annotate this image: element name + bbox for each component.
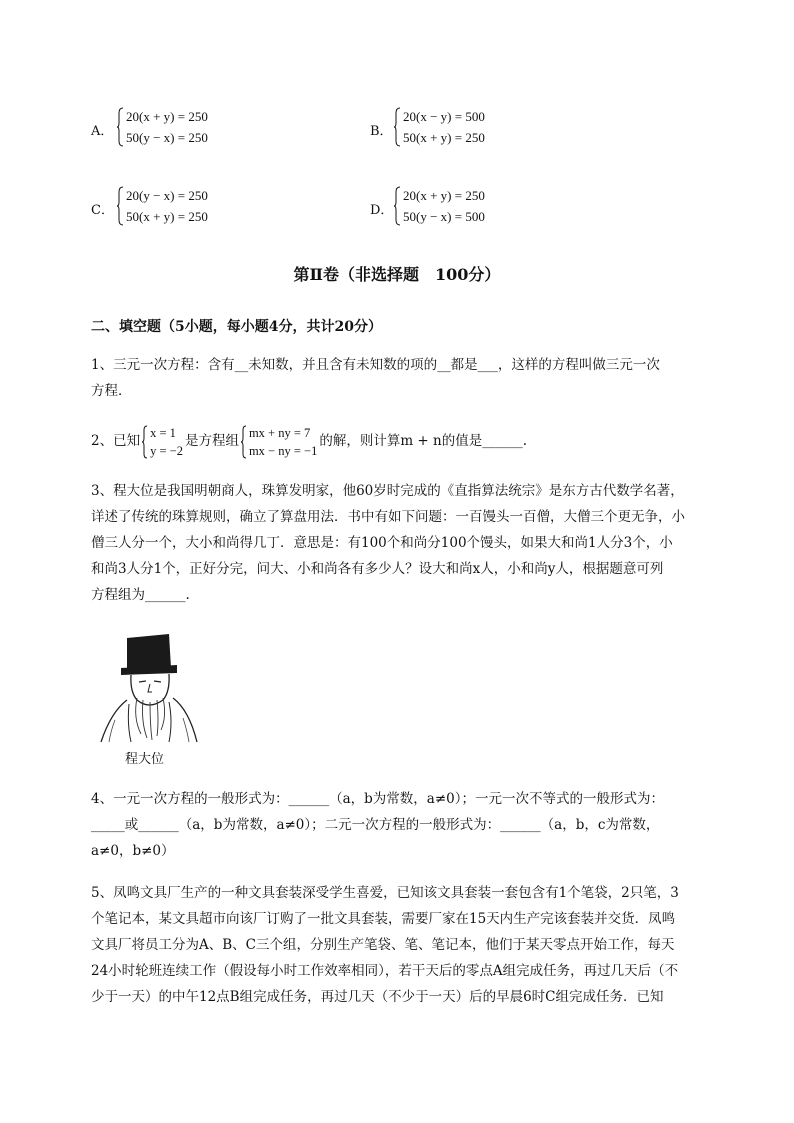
question-3-line3: 僧三人分一个，大小和尚得几丁．意思是：有100个和尚分100个馒头，如果大和尚1人分3个，小 <box>91 535 673 551</box>
cheng-dawei-portrait <box>97 630 199 745</box>
brace-icon <box>241 425 247 459</box>
option-a-eq1: 20(x + y) = 250 <box>126 109 208 124</box>
brace-icon <box>117 107 124 147</box>
question-3-line1: 3、程大位是我国明朝商人，珠算发明家，他60岁时完成的《直指算法统宗》是东方古代数学名著， <box>91 483 684 499</box>
question-1 <box>91 352 741 404</box>
section-heading: 二、填空题（5小题，每小题4分，共计20分） <box>91 319 382 335</box>
question-5-line5: 少于一天）的中午12点B组完成任务，再过几天（不少于一天）后的早晨6时C组完成任务．已知 <box>91 989 664 1005</box>
option-b-label: B． <box>370 124 393 139</box>
question-2-middle: 是方程组 <box>184 433 239 449</box>
portrait-caption: 程大位 <box>125 752 165 767</box>
question-2-sys1-eq1: x = 1 <box>150 425 176 440</box>
option-d-label: D． <box>370 203 394 218</box>
option-d-system <box>394 185 485 227</box>
option-a-label: A． <box>91 124 114 139</box>
question-3-line2: 详述了传统的珠算规则，确立了算盘用法．书中有如下问题：一百馒头一百僧，大僧三个更无争，小 <box>91 509 685 525</box>
question-5-line1: 5、凤鸣文具厂生产的一种文具套装深受学生喜爱，已知该文具套装一套包含有1个笔袋，2只笔，3 <box>91 885 679 901</box>
option-b-eq1: 20(x − y) = 500 <box>403 109 485 124</box>
question-4-line1: 4、一元一次方程的一般形式为：______（a，b为常数，a≠0）；一元一次不等式的一般形式为： <box>91 791 664 807</box>
question-4 <box>91 786 741 864</box>
option-a-system <box>117 106 208 148</box>
question-3-line5: 方程组为______. <box>91 587 190 603</box>
option-c-eq1: 20(y − x) = 250 <box>126 188 208 203</box>
option-c-system <box>117 185 208 227</box>
question-2-equation-system <box>241 424 317 460</box>
question-2-sys2-eq1: mx + ny = 7 <box>248 425 311 440</box>
brace-icon <box>117 186 124 226</box>
question-2-suffix: 的解，则计算m + n的值是______. <box>319 433 528 449</box>
question-5-line3: 文具厂将员工分为A、B、C三个组，分别生产笔袋、笔、笔记本，他们于某天零点开始工作，每天 <box>91 937 675 953</box>
question-2 <box>91 421 741 461</box>
question-1-line2: 方程． <box>91 383 132 399</box>
option-c-label: C． <box>91 203 114 218</box>
brace-icon <box>394 107 401 147</box>
question-2-sys2-eq2: mx − ny = −1 <box>248 443 318 458</box>
option-c-eq2: 50(x + y) = 250 <box>126 209 208 224</box>
question-2-sys1-eq2: y = −2 <box>150 443 183 458</box>
section-title: 第Ⅱ卷（非选择题 100分） <box>293 265 501 284</box>
question-3 <box>91 478 741 608</box>
option-b-system <box>394 106 485 148</box>
brace-icon <box>142 425 148 459</box>
question-5 <box>91 880 741 1010</box>
option-d-eq1: 20(x + y) = 250 <box>403 188 485 203</box>
option-b-eq2: 50(x + y) = 250 <box>403 130 485 145</box>
option-d-eq2: 50(y − x) = 500 <box>403 209 485 224</box>
question-5-line4: 24小时轮班连续工作（假设每小时工作效率相同），若干天后的零点A组完成任务，再过几天后（不 <box>91 963 679 979</box>
question-1-line1: 1、三元一次方程：含有__未知数，并且含有未知数的项的__都是___，这样的方程叫做三元一次 <box>91 357 660 373</box>
question-2-prefix: 2、已知 <box>91 433 141 449</box>
question-4-line3: a≠0，b≠0） <box>91 843 175 859</box>
question-4-line2: _____或______（a，b为常数，a≠0）；二元一次方程的一般形式为：______（a，b，c为常数， <box>91 817 660 833</box>
option-a-eq2: 50(y − x) = 250 <box>126 130 208 145</box>
question-5-line2: 个笔记本，某文具超市向该厂订购了一批文具套装，需要厂家在15天内生产完该套装并交货．凤鸣 <box>91 911 676 927</box>
brace-icon <box>394 186 401 226</box>
question-2-given-system <box>142 424 183 460</box>
question-3-line4: 和尚3人分1个，正好分完，问大、小和尚各有多少人？设大和尚x人，小和尚y人，根据题意可列 <box>91 561 664 577</box>
